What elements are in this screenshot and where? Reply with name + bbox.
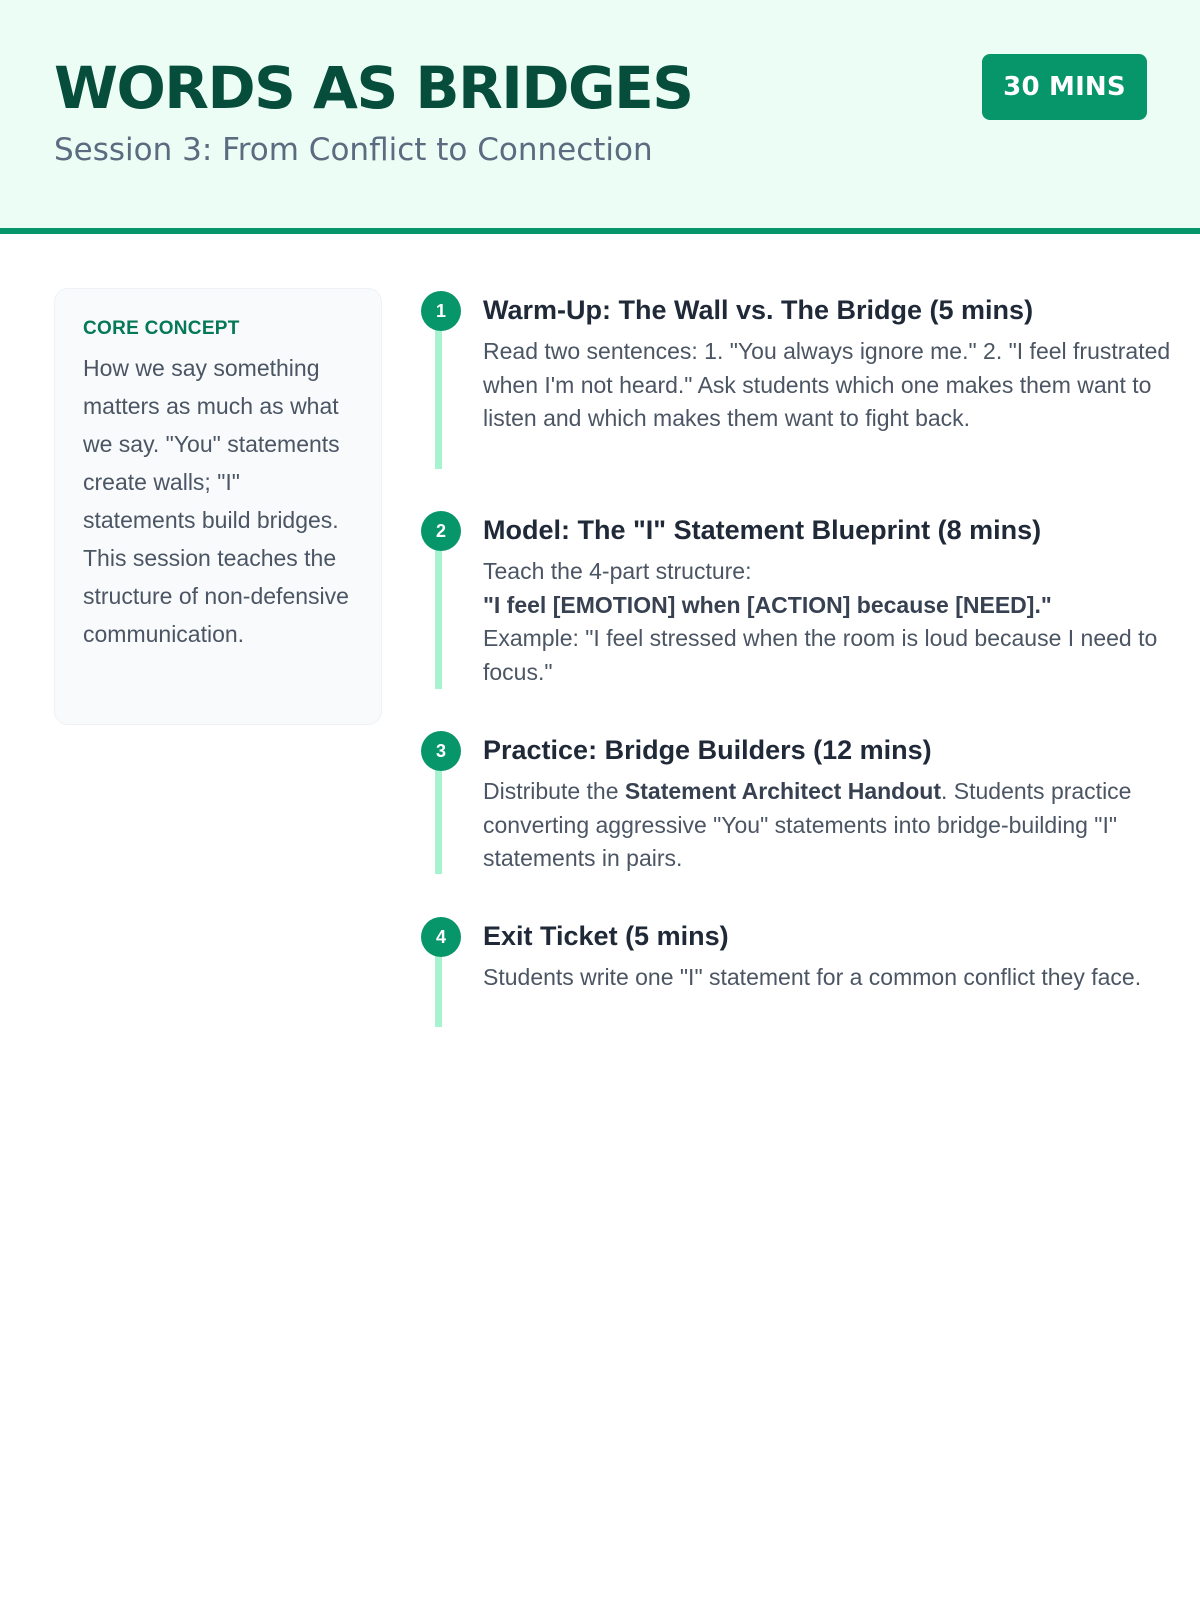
step-4-number: 4 [421,917,461,957]
step-1-title: Warm-Up: The Wall vs. The Bridge (5 mins) [483,295,1034,325]
step-1-number: 1 [421,291,461,331]
core-concept-label: CORE CONCEPT [83,318,240,339]
handout-name: Statement Architect Handout [624,778,941,804]
step-3-desc-after: . Students practice converting aggressive "You" statements into bridge-building "I" statements in pairs. [483,778,1132,871]
step-2-intro: Teach the 4-part structure: [483,558,752,584]
step-3-title: Practice: Bridge Builders (12 mins) [483,735,932,765]
step-4-title: Exit Ticket (5 mins) [483,921,729,951]
step-2-example: Example: "I feel stressed when the room is loud because I need to focus." [483,625,1158,685]
lesson-header [0,0,1200,234]
step-2-description [483,555,1173,689]
step-1-description: Read two sentences: 1. "You always ignore me." 2. "I feel frustrated when I'm not heard." Ask students which one makes them want to listen and which makes them want to fight back. [483,338,1171,431]
step-2-title: Model: The "I" Statement Blueprint (8 mins) [483,515,1042,545]
step-2-timeline-line [435,533,442,689]
step-3-timeline-line [435,753,442,874]
step-3-description [483,775,1173,876]
step-3-number: 3 [421,731,461,771]
step-4-description: Students write one "I" statement for a common conflict they face. [483,964,1142,990]
step-2-formula: "I feel [EMOTION] when [ACTION] because [NEED]." [483,591,1052,618]
core-concept-card [54,288,382,725]
core-concept-text: How we say something matters as much as what we say. "You" statements create walls; "I" statements build bridges. This session teaches the structure of non-defensive communication. [83,355,349,647]
duration-badge: 30 MINS [982,54,1147,120]
lesson-title: WORDS AS BRIDGES [54,54,693,122]
step-1-timeline-line [435,313,442,469]
session-subtitle: Session 3: From Conflict to Connection [54,132,653,168]
step-2-number: 2 [421,511,461,551]
step-3-desc-before: Distribute the [483,778,625,804]
